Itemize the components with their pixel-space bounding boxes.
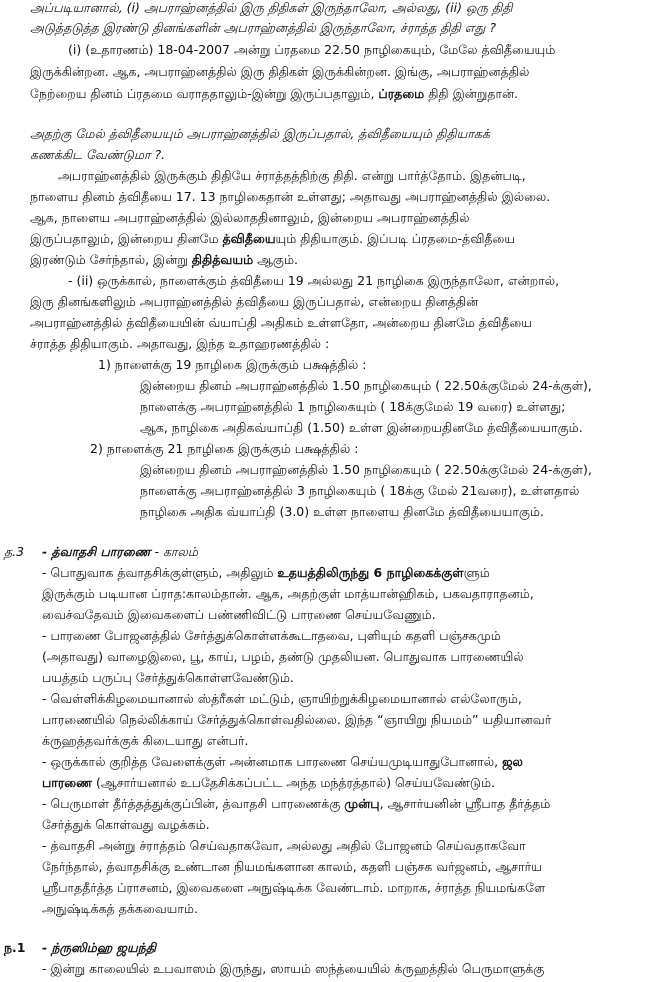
t3-bullet3-line-3: க்ருஹத்தவர்க்குக் கிடையாது என்பர்.: [42, 733, 249, 748]
para2-line-1: அபராஹ்னத்தில் இருக்கும் திதியே ச்ராத்தத்திற்கு திதி. என்று பார்த்தோம். இதன்படி,: [58, 168, 526, 183]
para3-line-3: அபராஹ்னத்தில் த்விதீயையின் வ்யாப்தி அதிகம் உள்ளதோ, அன்றைய தினமே த்விதீயை: [30, 315, 532, 330]
para1-line-2: அடுத்தடுத்த இரண்டு தினங்களின் அபராஹ்னத்தில் இருந்தாலோ, ச்ராத்த திதி எது ?: [30, 20, 496, 35]
case2-line-1: இன்றைய தினம் அபராஹ்னத்தில் 1.50 நாழிகையும் ( 22.50க்குமேல் 24-க்குள்),: [140, 462, 592, 477]
section-t3-number: த.3: [4, 544, 25, 559]
n1-line-1: - இன்று காலையில் உபவாஸம் இருந்து, ஸாயம் ஸந்த்யையில் க்ருஹத்தில் பெருமாளுக்கு: [42, 961, 545, 976]
t3-bullet3-line-1: - வெள்ளிக்கிழமையானால் ஸ்த்ரீகள் மட்டும், ஞாயிற்றுக்கிழமையானால் எல்லோரும்,: [42, 691, 522, 706]
t3-bullet6-line-3: ஸ்ரீபாததீர்த்த ப்ராசனம், இவைகளை அநுஷ்டிக்க வேண்டாம். மாறாக, ச்ராத்த நியமங்களே: [42, 880, 546, 895]
case2-line-3: நாழிகை அதிக வ்யாப்தி (3.0) உள்ள நாளைய தினமே த்விதீயையாகும்.: [140, 504, 544, 519]
t3-bullet6-line-1: - த்வாதசி அன்று ச்ராத்தம் செய்வதாகவோ, அல்லது அதில் போஜனம் செய்வதாகவோ: [42, 838, 526, 853]
t3-bullet5-line-1: - பெருமாள் தீர்த்தத்துக்குப்பின், த்வாதசி பாரணைக்கு முன்பு, ஆசார்யனின் ஸ்ரீபாத தீர்த்தம்: [42, 796, 551, 811]
case2-title: 2) நாளைக்கு 21 நாழிகை இருக்கும் பக்ஷத்தில் :: [90, 441, 359, 456]
para1-line-3: (i) (உதாரணம்) 18-04-2007 அன்று ப்ரதமை 22.50 நாழிகையும், மேலே த்விதீயையும்: [68, 42, 556, 57]
t3-bullet3-line-2: பாரணையில் நெல்லிக்காய் சேர்த்துக்கொள்வதில்லை. இந்த “ஞாயிறு நியமம்” யதியானவர்: [42, 712, 552, 727]
t3-bullet6-line-2: நேர்ந்தால், த்வாதசிக்கு உண்டான நியமங்களான காலம், கதளி பஞ்சக வர்ஜனம், ஆசார்ய: [42, 859, 542, 874]
section-n1-heading: - ந்ருஸிம்ஹ ஜயந்தி: [42, 940, 156, 955]
para2-line-2: நாளைய தினம் த்விதீயை 17. 13 நாழிகைதான் உள்ளது; அதாவது அபராஹ்னத்தில் இல்லை.: [30, 189, 551, 204]
case1-title: 1) நாளைக்கு 19 நாழிகை இருக்கும் பக்ஷத்தில் :: [98, 357, 367, 372]
t3-bullet1-line-3: வைச்வதேவம் இவைகளைப் பண்ணிவிட்டு பாரணை செய்யவேணும்.: [42, 607, 436, 622]
para2-line-4: இருப்பதாலும், இன்றைய தினமே த்விதீயையும் திதியாகும். இப்படி ப்ரதமை-த்விதீயை: [30, 231, 516, 246]
para3-line-2: இரு தினங்களிலும் அபராஹ்னத்தில் த்விதீயை இருப்பதால், என்றைய தினத்தின்: [30, 294, 479, 309]
case1-line-1: இன்றைய தினம் அபராஹ்னத்தில் 1.50 நாழிகையும் ( 22.50க்குமேல் 24-க்குள்),: [140, 378, 592, 393]
para1-line-5: நேற்றைய தினம் ப்ரதமை வராததாலும்-இன்று இருப்பதாலும், ப்ரதமை திதி இன்றுதான்.: [30, 86, 519, 101]
para1-line-1: அப்படியானால், (i) அபராஹ்னத்தில் இரு திதிகள் இருந்தாலோ, அல்லது, (ii) ஒரு திதி: [30, 0, 513, 15]
para2-line-3: ஆக, நாளைய அபராஹ்னத்தில் இல்லாததினாலும், இன்றைய அபராஹ்னத்தில்: [30, 210, 470, 225]
section-t3-heading: - த்வாதசி பாரணை - காலம்: [42, 544, 198, 559]
t3-bullet1-line-1: - பொதுவாக த்வாதசிக்குள்ளும், அதிலும் உதயத்திலிருந்து 6 நாழிகைக்குள்ளும்: [42, 565, 490, 580]
t3-bullet2-line-2: (அதாவது) வாழைஇலை, பூ, காய், பழம், தண்டு முதலியன. பொதுவாக பாரணையில்: [42, 649, 524, 664]
case1-line-2: நாளைக்கு அபராஹ்னத்தில் 1 நாழிகையும் ( 18க்குமேல் 19 வரை) உள்ளது;: [140, 399, 566, 414]
para2-line-5: இரண்டும் சேர்ந்தால், இன்று திதித்வயம் ஆகும்.: [30, 252, 298, 267]
para1-line-4: இருக்கின்றன. ஆக, அபராஹ்னத்தில் இரு திதிகள் இருக்கின்றன. இங்கு, அபராஹ்னத்தில்: [30, 64, 530, 79]
case1-line-3: ஆக, நாழிகை அதிகவ்யாப்தி (1.50) உள்ள இன்றையதினமே த்விதீயையாகும்.: [140, 420, 583, 435]
case2-line-2: நாளைக்கு அபராஹ்னத்தில் 3 நாழிகையும் ( 18க்கு மேல் 21வரை), உள்ளதால்: [140, 483, 580, 498]
t3-bullet2-line-3: பயத்தம் பருப்பு சேர்த்துக்கொள்ளவேண்டும்.: [42, 670, 294, 685]
t3-bullet6-line-4: அநுஷ்டிக்கத் தக்கவையாம்.: [42, 901, 198, 916]
para3-line-4: ச்ராத்த திதியாகும். அதாவது, இந்த உதாஹரணத்தில் :: [30, 336, 330, 351]
question-line-2: கணக்கிட வேண்டுமா ?.: [30, 147, 166, 162]
question-line-1: அதற்கு மேல் த்விதீயையும் அபராஹ்னத்தில் இருப்பதால், த்விதீயையும் திதியாகக்: [30, 126, 490, 141]
section-n1-number: ந.1: [4, 940, 26, 955]
t3-bullet1-line-2: இருக்கும் படியான ப்ராத:காலம்தான். ஆக, அதற்குள் மாத்யான்ஹிகம், பகவதாராதனம்,: [42, 586, 534, 601]
t3-bullet4-line-2: பாரணை (ஆசார்யனால் உபதேசிக்கப்பட்ட அந்த மந்த்ரத்தால்) செய்யவேண்டும்.: [42, 775, 496, 790]
para3-line-1: - (ii) ஒருக்கால், நாளைக்கும் த்விதீயை 19 அல்லது 21 நாழிகை இருந்தாலோ, என்றால்,: [68, 273, 560, 288]
t3-bullet5-line-2: சேர்த்துக் கொள்வது வழக்கம்.: [42, 817, 210, 832]
t3-bullet2-line-1: - பாரணை போஜனத்தில் சேர்த்துக்கொள்ளக்கூடாதவை, புளியும் கதளி பஞ்சகமும்: [42, 628, 501, 643]
t3-bullet4-line-1: - ஒருக்கால் குறித்த வேளைக்குள் அன்னமாக பாரணை செய்யமுடியாதுபோனால், ஜல: [42, 754, 523, 769]
